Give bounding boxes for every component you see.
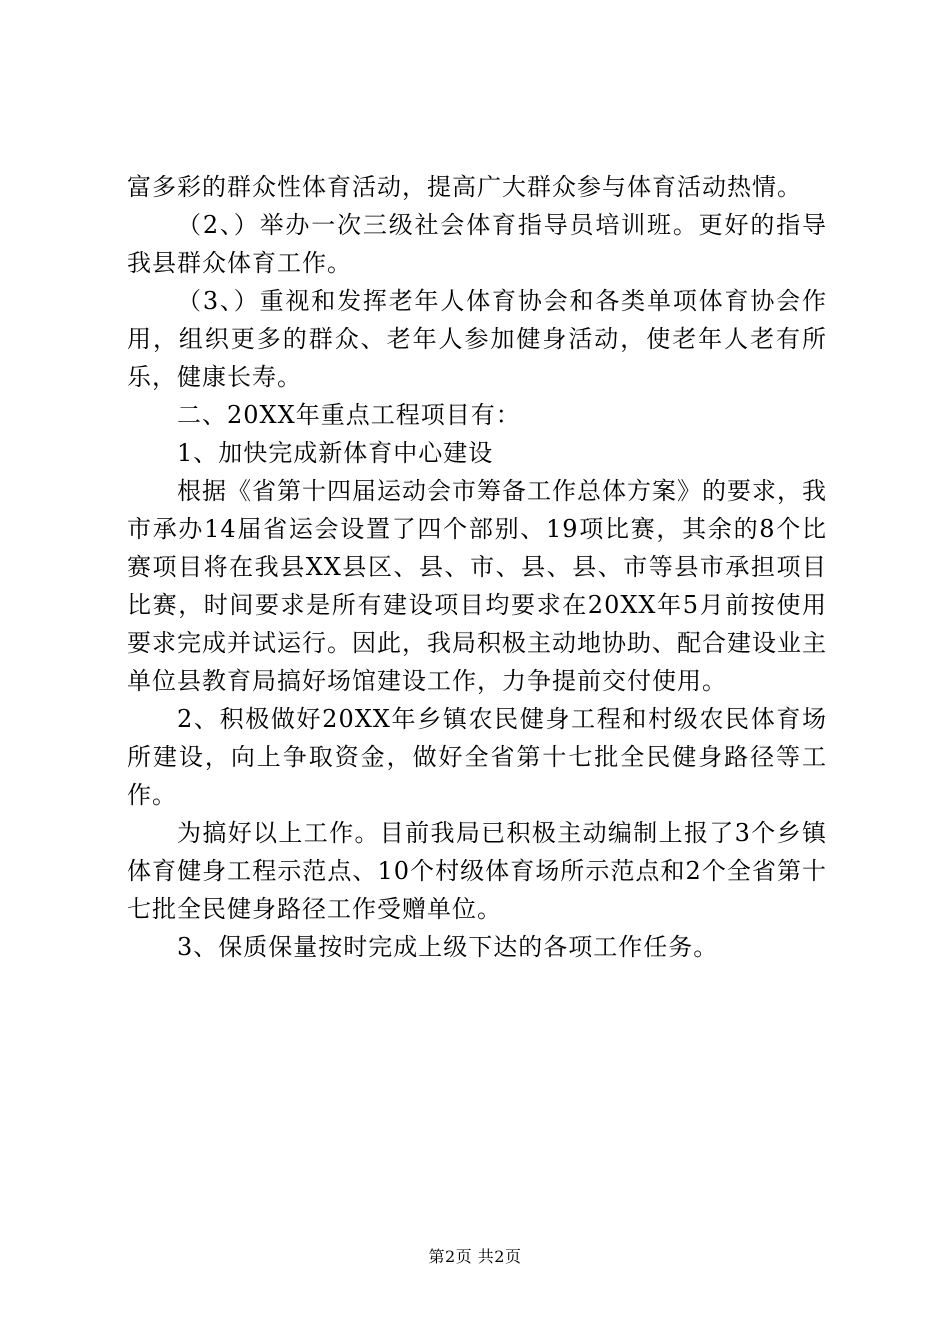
paragraph-3: （3、）重视和发挥老年人体育协会和各类单项体育协会作用，组织更多的群众、老年人参加健身活动，使老年人老有所乐，健康长寿。 bbox=[127, 287, 827, 391]
paragraph-7: 3、保质保量按时完成上级下达的各项工作任务。 bbox=[177, 933, 719, 961]
paragraph-2: （2、）举办一次三级社会体育指导员培训班。更好的指导我县群众体育工作。 bbox=[127, 211, 827, 277]
paragraph-6: 为搞好以上工作。目前我局已积极主动编制上报了3个乡镇体育健身工程示范点、10个村级体育场所示范点和2个全省第十七批全民健身路径工作受赠单位。 bbox=[127, 819, 827, 923]
paragraph-1: 富多彩的群众性体育活动，提高广大群众参与体育活动热情。 bbox=[127, 173, 802, 201]
paragraph-5: 2、积极做好20XX年乡镇农民健身工程和村级农民体育场所建设，向上争取资金，做好全省第十七批全民健身路径等工作。 bbox=[127, 705, 827, 809]
item-heading-1: 1、加快完成新体育中心建设 bbox=[177, 439, 494, 467]
paragraph-4: 根据《省第十四届运动会市筹备工作总体方案》的要求，我市承办14届省运会设置了四个部别、19项比赛，其余的8个比赛项目将在我县XX县区、县、市、县、县、市等县市承担项目比赛，时间要求是所有建设项目均要求在20XX年5月前按使用要求完成并试运行。因此，我局积极主动地协助、配合建设业主单位县教育局搞好场馆建设工作，力争提前交付使用。 bbox=[127, 477, 827, 695]
page-footer: 第2页 共2页 bbox=[428, 1247, 522, 1266]
document-body bbox=[127, 168, 827, 966]
section-heading-2: 二、20XX年重点工程项目有： bbox=[177, 401, 521, 429]
